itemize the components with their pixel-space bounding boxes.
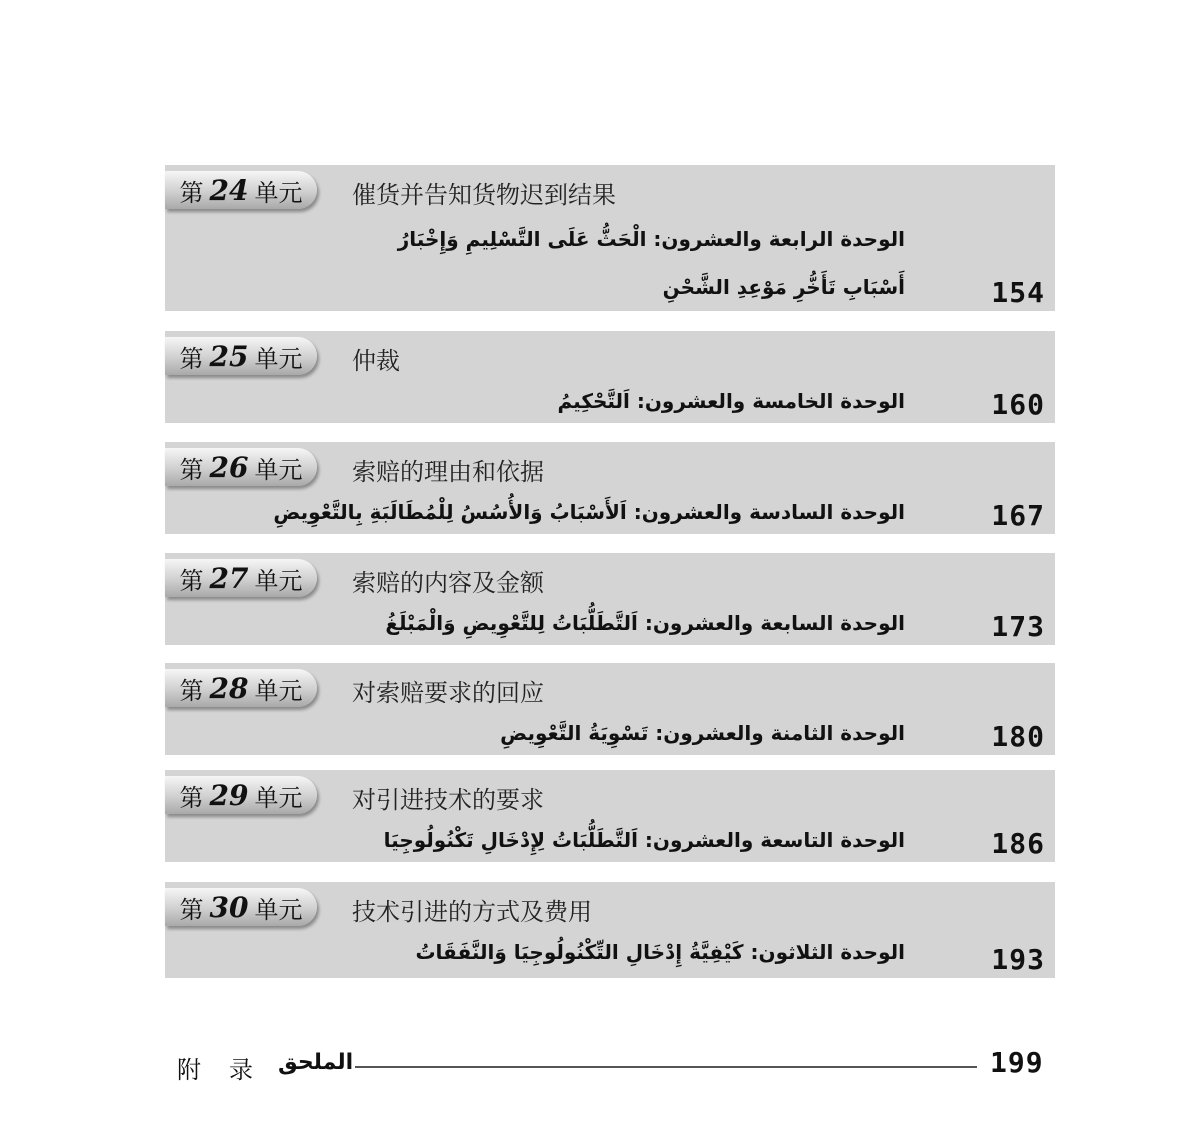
unit-tab-number: 28 [209, 671, 249, 705]
unit-chinese-title: 对引进技术的要求 [352, 786, 544, 814]
toc-entry-unit-29[interactable] [165, 770, 1055, 862]
unit-tab-number: 24 [209, 173, 249, 207]
toc-entry-unit-27[interactable] [165, 553, 1055, 645]
unit-tab-number: 25 [209, 339, 249, 373]
unit-page-number: 160 [991, 388, 1045, 421]
unit-tab-prefix: 第 [179, 566, 204, 595]
unit-page-number: 180 [991, 720, 1045, 753]
unit-tab-suffix: 单元 [254, 566, 303, 595]
unit-tab-suffix: 单元 [254, 676, 303, 705]
unit-tab-number: 29 [209, 778, 249, 812]
unit-page-number: 167 [991, 499, 1045, 532]
toc-entry-unit-25[interactable] [165, 331, 1055, 423]
unit-arabic-title: الوحدة السابعة والعشرون: اَلتَّطَلُّبَاتُ لِلتَّعْوِيضِ وَالْمَبْلَغُ [385, 611, 905, 635]
unit-chinese-title: 技术引进的方式及费用 [352, 898, 592, 926]
unit-arabic-title: الوحدة الرابعة والعشرون: الْحَثُّ عَلَى التَّسْلِيمِ وَإِخْبَارُ أَسْبَابِ تَأَخُّرِ مَوْعِدِ الشَّحْنِ [397, 227, 905, 299]
unit-chinese-title: 仲裁 [352, 347, 400, 375]
unit-tab-suffix: 单元 [254, 178, 303, 207]
toc-entry-unit-24[interactable] [165, 165, 1055, 311]
unit-tab-prefix: 第 [179, 455, 204, 484]
unit-tab-prefix: 第 [179, 895, 204, 924]
unit-chinese-title: 对索赔要求的回应 [352, 679, 544, 707]
unit-tab [165, 776, 317, 814]
unit-tab [165, 888, 317, 926]
unit-tab-prefix: 第 [179, 783, 204, 812]
unit-tab-prefix: 第 [179, 676, 204, 705]
unit-tab-suffix: 单元 [254, 344, 303, 373]
unit-tab-prefix: 第 [179, 178, 204, 207]
leader-line [355, 1066, 977, 1068]
unit-arabic-title: الوحدة الخامسة والعشرون: اَلتَّحْكِيمُ [557, 389, 905, 413]
unit-tab [165, 559, 317, 597]
unit-page-number: 173 [991, 610, 1045, 643]
unit-page-number: 154 [991, 276, 1045, 309]
unit-chinese-title: 索赔的理由和依据 [352, 458, 544, 486]
unit-chinese-title: 催货并告知货物迟到结果 [352, 181, 616, 209]
unit-page-number: 193 [991, 943, 1045, 976]
unit-tab-number: 26 [209, 450, 249, 484]
unit-arabic-title: الوحدة الثامنة والعشرون: تَسْوِيَةُ التَّعْوِيضِ [500, 721, 905, 745]
toc-entry-unit-30[interactable] [165, 882, 1055, 978]
unit-tab [165, 171, 317, 209]
toc-entry-appendix[interactable] [0, 1040, 1197, 1100]
unit-tab-suffix: 单元 [254, 783, 303, 812]
unit-tab [165, 448, 317, 486]
unit-arabic-title: الوحدة التاسعة والعشرون: اَلتَّطَلُّبَاتُ لِإِدْخَالِ تَكْنُولُوجِيَا [383, 828, 905, 852]
unit-tab-prefix: 第 [179, 344, 204, 373]
appendix-chinese-label: 附录 [177, 1056, 281, 1084]
unit-tab-suffix: 单元 [254, 455, 303, 484]
unit-page-number: 186 [991, 827, 1045, 860]
unit-arabic-title: الوحدة الثلاثون: كَيْفِيَّةُ إِدْخَالِ التِّكْنُولُوجِيَا وَالنَّفَقَاتُ [415, 940, 905, 964]
toc-entry-unit-28[interactable] [165, 663, 1055, 755]
unit-tab [165, 337, 317, 375]
toc-entry-unit-26[interactable] [165, 442, 1055, 534]
unit-tab-number: 30 [209, 890, 249, 924]
appendix-arabic-label: الملحق [278, 1050, 354, 1075]
unit-tab-suffix: 单元 [254, 895, 303, 924]
unit-chinese-title: 索赔的内容及金额 [352, 569, 544, 597]
appendix-page-number: 199 [990, 1046, 1044, 1079]
unit-tab [165, 669, 317, 707]
unit-tab-number: 27 [209, 561, 249, 595]
unit-arabic-title: الوحدة السادسة والعشرون: اَلأَسْبَابُ وَالأُسُسُ لِلْمُطَالَبَةِ بِالتَّعْوِيضِ [273, 500, 905, 524]
